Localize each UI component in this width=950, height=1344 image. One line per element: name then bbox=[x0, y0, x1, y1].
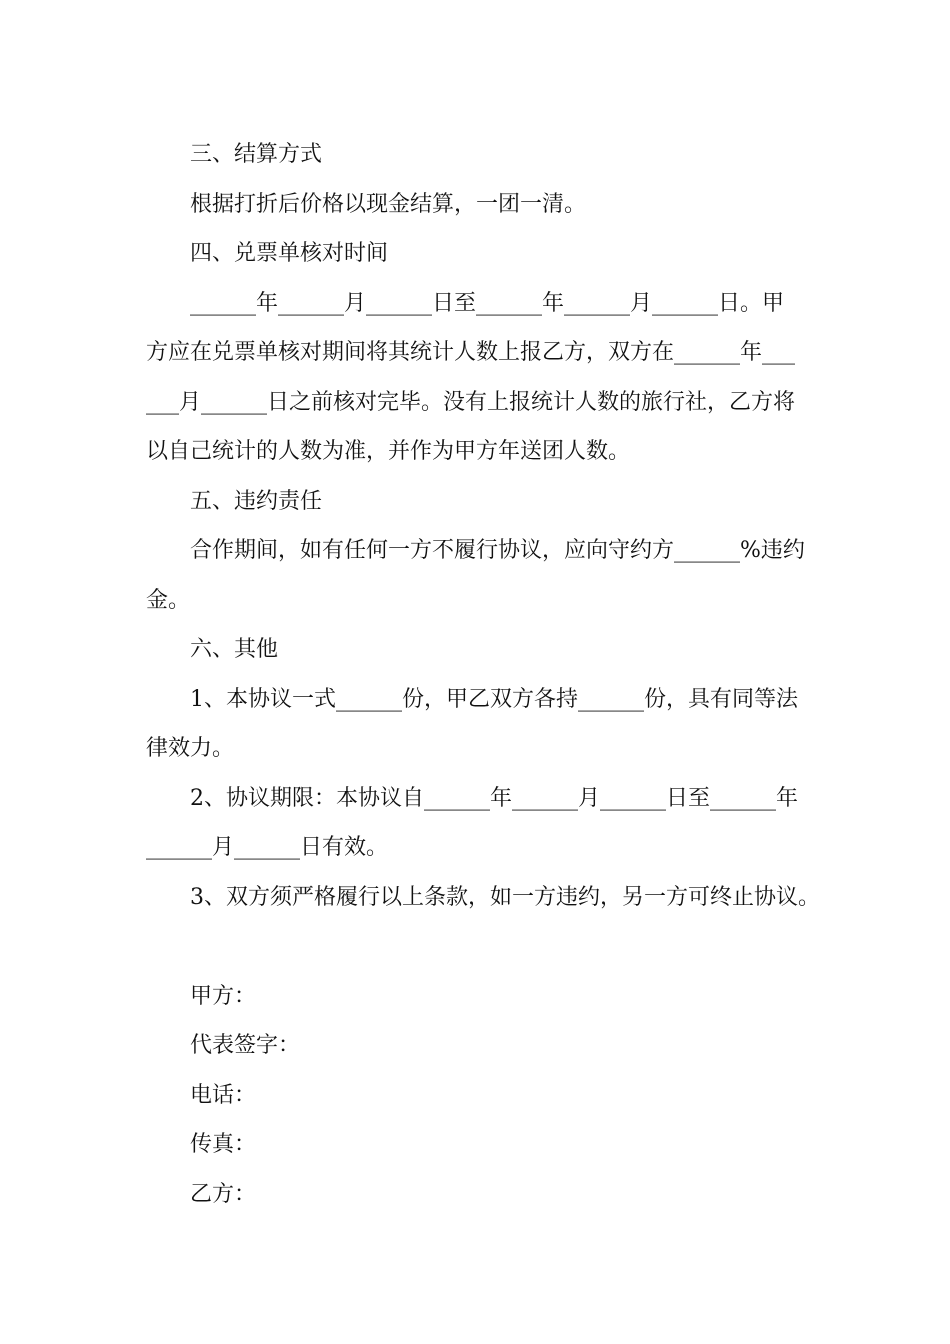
paragraph-ticket-check-line-2: 方应在兑票单核对期间将其统计人数上报乙方，双方在______年___ bbox=[146, 340, 796, 365]
party-a-label: 甲方： bbox=[190, 983, 257, 1009]
document-page bbox=[146, 130, 820, 1219]
clause-2-line-2: ______月______日有效。 bbox=[146, 835, 389, 860]
fax-label: 传真： bbox=[190, 1132, 257, 1157]
clause-1-line-1: 1、本协议一式______份，甲乙双方各持______份，具有同等法 bbox=[190, 686, 798, 712]
paragraph-breach-line-1: 合作期间，如有任何一方不履行协议，应向守约方______%违约 bbox=[190, 538, 805, 563]
section-heading-settlement: 三、结算方式 bbox=[190, 142, 323, 167]
spacer bbox=[146, 922, 816, 972]
phone-label: 电话： bbox=[190, 1082, 257, 1108]
party-b-label: 乙方： bbox=[190, 1181, 257, 1207]
clause-3: 3、双方须严格履行以上条款，如一方违约，另一方可终止协议。 bbox=[190, 884, 820, 910]
paragraph-ticket-check-line-4: 以自己统计的人数为准，并作为甲方年送团人数。 bbox=[146, 439, 631, 464]
clause-2-line-1: 2、协议期限：本协议自______年______月______日至______年 bbox=[190, 785, 798, 811]
section-heading-breach: 五、违约责任 bbox=[190, 488, 323, 514]
paragraph-ticket-check-line-1: ______年______月______日至______年______月______日。甲 bbox=[190, 290, 785, 316]
paragraph-ticket-check-line-3: ___月______日之前核对完毕。没有上报统计人数的旅行社，乙方将 bbox=[146, 389, 796, 415]
paragraph-breach-line-2: 金。 bbox=[146, 587, 191, 613]
representative-signature-label: 代表签字： bbox=[190, 1033, 301, 1058]
section-heading-ticket-check: 四、兑票单核对时间 bbox=[190, 241, 389, 266]
clause-1-line-2: 律效力。 bbox=[146, 736, 235, 761]
paragraph-settlement: 根据打折后价格以现金结算，一团一清。 bbox=[190, 191, 587, 217]
section-heading-other: 六、其他 bbox=[190, 637, 279, 662]
